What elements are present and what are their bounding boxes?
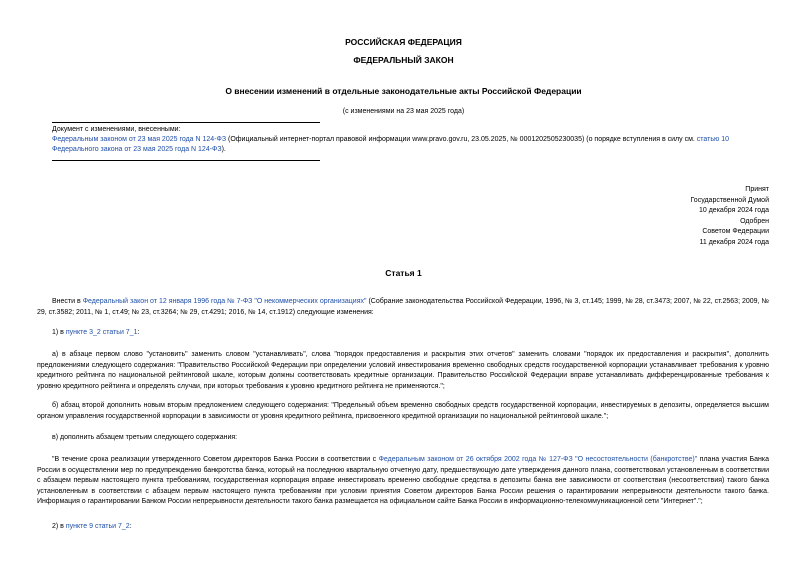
item-2-paragraph xyxy=(37,522,769,533)
new-paragraph-text xyxy=(37,455,769,508)
amending-law-link[interactable]: Федеральным законом от 23 мая 2025 года N 124-ФЗ xyxy=(52,136,227,143)
note-top-rule xyxy=(52,122,320,123)
new-paragraph-pre: "В течение срока реализации утвержденного Советом директоров Банка России в соответствии с xyxy=(52,456,379,463)
nko-law-link[interactable]: Федеральный закон от 12 января 1996 года № 7-ФЗ "О некоммерческих организациях" xyxy=(82,298,367,305)
intro-text-post: (Собрание законодательства Российской Федерации, 1996, № 3, ст.145; 1999, № 28, ст.3473; 2007, № 22, ст.2563; 2009, № 29, ст.3582; 2011, № 1, ст.49; № 23, ст.3264; № 29, ст.4291; 2016, № 14, ст.1912) следующие изменения: xyxy=(37,298,769,316)
note-bottom-rule xyxy=(52,160,320,161)
council-date: 11 декабря 2024 года xyxy=(699,238,769,246)
new-paragraph-post: плана участия Банка России в осуществлении мер по предупреждению банкротства банка, который на последнюю квартальную отчетную дату, предшествующую дате утверждения данного плана, соответствовал установленным в соответствии с абзацем первым настоящего пункта требованиям, государственная корпорация вправе инвестировать временно свободные средства в депозиты банка вне зависимости от соответствия (несоответствия) такого банка установленным в соответствии с абзацем первым настоящего пункта требованиям при условии принятия Советом директоров Банка России решения о гарантировании непрерывности деятельности такого банка. Информация о гарантировании Банком России непрерывности деятельности такого банка размещается на официальном сайте Банка России в информационно-телекоммуникационной сети "Интернет"."; xyxy=(37,456,769,505)
country-heading: РОССИЙСКАЯ ФЕДЕРАЦИЯ xyxy=(345,37,462,47)
intro-text-pre: Внести в xyxy=(52,298,83,305)
article-10-link[interactable]: статью 10 Федерального закона от 23 мая 2025 года N 124-ФЗ xyxy=(52,136,729,153)
bankruptcy-law-link[interactable]: Федеральным законом от 26 октября 2002 года № 127-ФЗ "О несостоятельности (банкротстве)" xyxy=(378,456,698,463)
duma-date: 10 декабря 2024 года xyxy=(698,207,769,214)
changes-note xyxy=(52,125,770,155)
changes-note-body xyxy=(52,135,770,155)
law-type-heading: ФЕДЕРАЛЬНЫЙ ЗАКОН xyxy=(353,55,454,65)
accepted-label: Принят xyxy=(745,186,769,193)
subitem-a-paragraph: а) в абзаце первом слово "установить" заменить словом "устанавливать", слова "порядок предоставления и раскрытия этих отчетов" заменить словами "порядок их предоставления и раскрытия", дополнить предложениями следующего содержания: "Правительство Российской Федерации при определении условий инвестирования временно свободных средств государственной корпорации устанавливает требования к уровню кредитного рейтинга по национальной рейтинговой шкале, которым должны соответствовать кредитные организации. Правительство Российской Федерации вправе устанавливать дифференцированные требования к уровню кредитного рейтинга и определять случаи, при которых требования к уровню кредитного рейтинга не применяются."; xyxy=(37,351,769,390)
clause-9-article-7-2-link[interactable]: пункте 9 статьи 7_2 xyxy=(65,523,130,530)
article-heading: Статья 1 xyxy=(385,268,422,278)
subitem-v-paragraph: в) дополнить абзацем третьим следующего содержания: xyxy=(52,434,238,441)
article-intro-paragraph xyxy=(37,297,769,318)
item-1-pre: 1) в xyxy=(52,329,66,336)
item-2-post: : xyxy=(129,523,132,530)
state-duma-label: Государственной Думой xyxy=(690,196,769,204)
changes-note-text: (Официальный интернет-портал правовой информации www.pravo.gov.ru, 23.05.2025, № 0001202505230035) (о порядке вступления в силу см. xyxy=(226,136,697,143)
changes-note-intro: Документ с изменениями, внесенными: xyxy=(52,126,181,133)
clause-3-2-article-7-1-link[interactable]: пункте 3_2 статьи 7_1 xyxy=(65,329,138,336)
acceptance-block xyxy=(690,185,769,248)
document-title: О внесении изменений в отдельные законодательные акты Российской Федерации xyxy=(225,86,582,96)
subitem-b-paragraph: б) абзац второй дополнить новым вторым предложением следующего содержания: "Предельный объем временно свободных средств государственной корпорации, инвестируемых в депозиты, определяется высшим органом управления государственной корпорации в зависимости от уровня кредитного рейтинга, присвоенного кредитной организации по национальной рейтинговой шкале."; xyxy=(37,402,769,420)
federation-council-label: Советом Федерации xyxy=(702,228,769,235)
item-2-pre: 2) в xyxy=(52,523,66,530)
item-1-post: : xyxy=(137,329,140,336)
revision-note: (с изменениями на 23 мая 2025 года) xyxy=(342,108,465,115)
approved-label: Одобрен xyxy=(740,217,769,225)
item-1-paragraph xyxy=(37,328,769,339)
changes-note-end: ). xyxy=(221,146,226,153)
